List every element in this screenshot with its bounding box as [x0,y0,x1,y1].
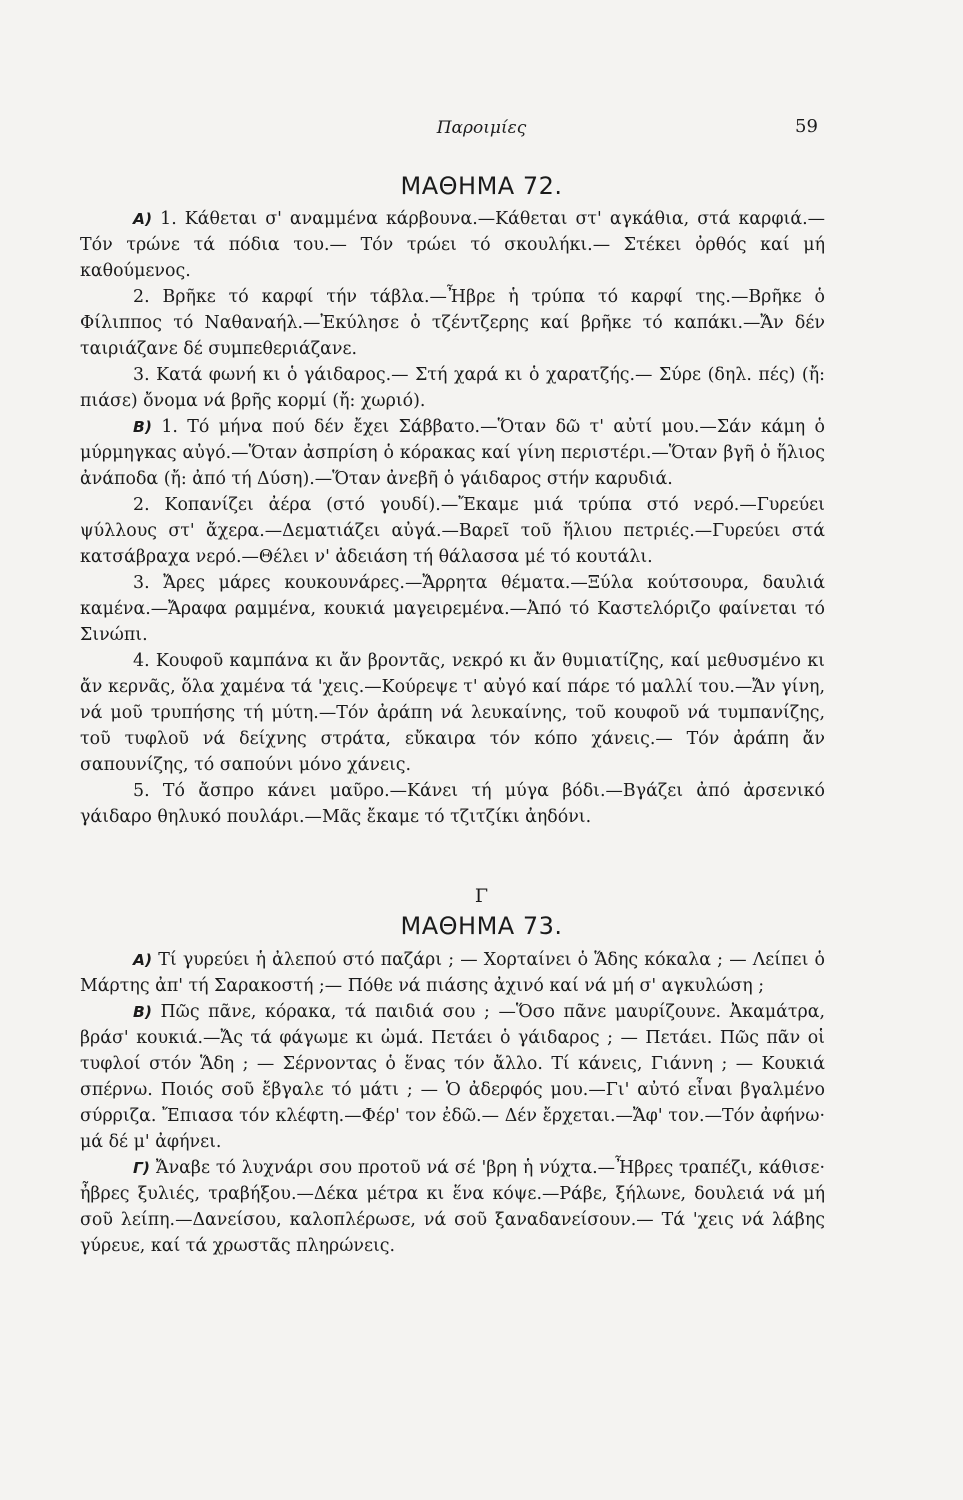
paragraph-text: Ἄναβε τό λυχνάρι σου προτοῦ νά σέ 'βρη ἡ νύχτα.—Ἦβρες τραπέζι, κάθισε· ἦβρες ξυλιές, τραβήξου.—Δέκα μέτρα κι ἕνα κόψε.—Ράβε, ξήλωνε, δουλειά νά μή σοῦ λείπη.—Δανείσου, καλοπλέρωσε, νά σοῦ ξαναδανείσουν.— Τά 'χεις νά λάβης γύρευε, καί τά χρωστᾶς πληρώνεις. [80,1158,826,1256]
section-a-label: Α) [133,210,153,228]
lesson-73-title: ΜΑΘΗΜΑ 73. [400,912,563,940]
lesson-72-b-paragraph-1 [80,414,825,492]
paragraph-text: 4. Κουφοῦ καμπάνα κι ἄν βροντᾶς, νεκρό κι ἄν θυμιατίζης, καί μεθυσμένο κι ἄν κερνᾶς, ὅλα χαμένα τά 'χεις.—Κούρεψε τ' αὐγό καί πάρε τό μαλλί του.—Ἄν γίνη, νά μοῦ τρυπήσης τή μύτη.—Τόν ἀράπη νά λευκαίνης, τοῦ κουφοῦ νά τυμπανίζης, τοῦ τυφλοῦ νά δείχνης στράτα, εὔκαιρα τόν κόπο χάνεις.— Τόν ἀράπη ἄν σαπουνίζης, τό σαπούνι μόνο χάνεις. [80,651,825,775]
lesson-73-body [80,947,825,1259]
running-title: Παροιμίες [436,118,527,138]
page-number: 59 [795,116,818,137]
section-letter: Γ [474,885,489,907]
section-a-label: Α) [133,951,153,969]
paragraph-text: 3. Ἄρες μάρες κουκουνάρες.—Ἄρρητα θέματα.—Ξύλα κούτσουρα, δαυλιά καμένα.—Ἄραφα ραμμένα, κουκιά μαγειρεμένα.—Ἀπό τό Καστελόριζο φαίνεται τό Σινώπι. [80,573,825,645]
paragraph-text: 1. Τό μήνα πού δέν ἔχει Σάββατο.—Ὅταν δῶ τ' αὐτί μου.—Σάν κάμη ὁ μύρμηγκας αὐγό.—Ὅταν ἀσπρίση ὁ κόρακας καί γίνη περιστέρι.—Ὅταν βγῆ ὁ ἥλιος ἀνάποδα (ἤ: ἀπό τή Δύση).—Ὅταν ἀνεβῆ ὁ γάιδαρος στήν καρυδιά. [80,417,826,489]
lesson-73-b-paragraph [80,999,825,1155]
lesson-72-a-paragraph-2 [80,284,825,362]
section-b-label: Β) [133,1003,152,1021]
lesson-72-a-paragraph-1 [80,206,825,284]
lesson-72-b-paragraph-5 [80,778,825,830]
lesson-72-title: ΜΑΘΗΜΑ 72. [400,172,563,200]
lesson-73-c-paragraph [80,1155,825,1259]
paragraph-text: Πῶς πᾶνε, κόρακα, τά παιδιά σου ; —Ὅσο πᾶνε μαυρίζουνε. Ἀκαμάτρα, βράσ' κουκιά.—Ἄς τά φάγωμε κι ὠμά. Πετάει ὁ γάιδαρος ; — Πετάει. Πῶς πᾶν οἱ τυφλοί στόν Ἅδη ; — Σέρνοντας ὁ ἕνας τόν ἄλλο. Τί κάνεις, Γιάννη ; — Κουκιά σπέρνω. Ποιός σοῦ ἔβγαλε τό μάτι ; — Ὁ ἀδερφός μου.—Γι' αὐτό εἶναι βγαλμένο σύρριζα. Ἔπιασα τόν κλέφτη.—Φέρ' τον ἐδῶ.— Δέν ἔρχεται.—Ἄφ' τον.—Τόν ἀφήνω· μά δέ μ' ἀφήνει. [80,1002,825,1152]
paragraph-text: 2. Βρῆκε τό καρφί τήν τάβλα.—Ἦβρε ἡ τρύπα τό καρφί της.—Βρῆκε ὁ Φίλιππος τό Ναθαναήλ.—Ἐκύλησε ὁ τζέντζερης καί βρῆκε τό καπάκι.—Ἄν δέν ταιριάζανε δέ συμπεθεριάζανε. [80,287,825,359]
section-c-label: Γ) [133,1159,150,1177]
section-b-label: Β) [133,418,152,436]
lesson-72-b-paragraph-4 [80,648,825,778]
paragraph-text: 5. Τό ἄσπρο κάνει μαῦρο.—Κάνει τή μύγα βόδι.—Βγάζει ἀπό ἀρσενικό γάιδαρο θηλυκό πουλάρι.—Μᾶς ἔκαμε τό τζιτζίκι ἀηδόνι. [80,781,825,827]
lesson-72-b-paragraph-2 [80,492,825,570]
paragraph-text: 2. Κοπανίζει ἀέρα (στό γουδί).—Ἔκαμε μιά τρύπα στό νερό.—Γυρεύει ψύλλους στ' ἄχερα.—Δεματιάζει αὐγά.—Βαρεῖ τοῦ ἥλιου πετριές.—Γυρεύει στά κατσάβραχα νερό.—Θέλει ν' ἀδειάση τή θάλασσα μέ τό κουτάλι. [80,495,825,567]
paragraph-text: 1. Κάθεται σ' αναμμένα κάρβουνα.—Κάθεται στ' αγκάθια, στά καρφιά.— Τόν τρώνε τά πόδια του.— Τόν τρώει τό σκουλήκι.— Στέκει ὀρθός καί μή καθούμενος. [80,209,825,281]
paragraph-text: 3. Κατά φωνή κι ὁ γάιδαρος.— Στή χαρά κι ὁ χαρατζής.— Σύρε (δηλ. πές) (ἤ: πιάσε) ὄνομα νά βρῆς κορμί (ἤ: χωριό). [80,365,825,411]
lesson-73-a-paragraph [80,947,825,999]
lesson-72-body [80,206,825,830]
lesson-72-b-paragraph-3 [80,570,825,648]
paragraph-text: Τί γυρεύει ἡ ἀλεπού στό παζάρι ; — Χορταίνει ὁ Ἅδης κόκαλα ; — Λείπει ὁ Μάρτης ἀπ' τή Σαρακοστή ;— Πόθε νά πιάσης ἀχινό καί νά μή σ' αγκυλώση ; [80,950,826,996]
lesson-72-a-paragraph-3 [80,362,825,414]
